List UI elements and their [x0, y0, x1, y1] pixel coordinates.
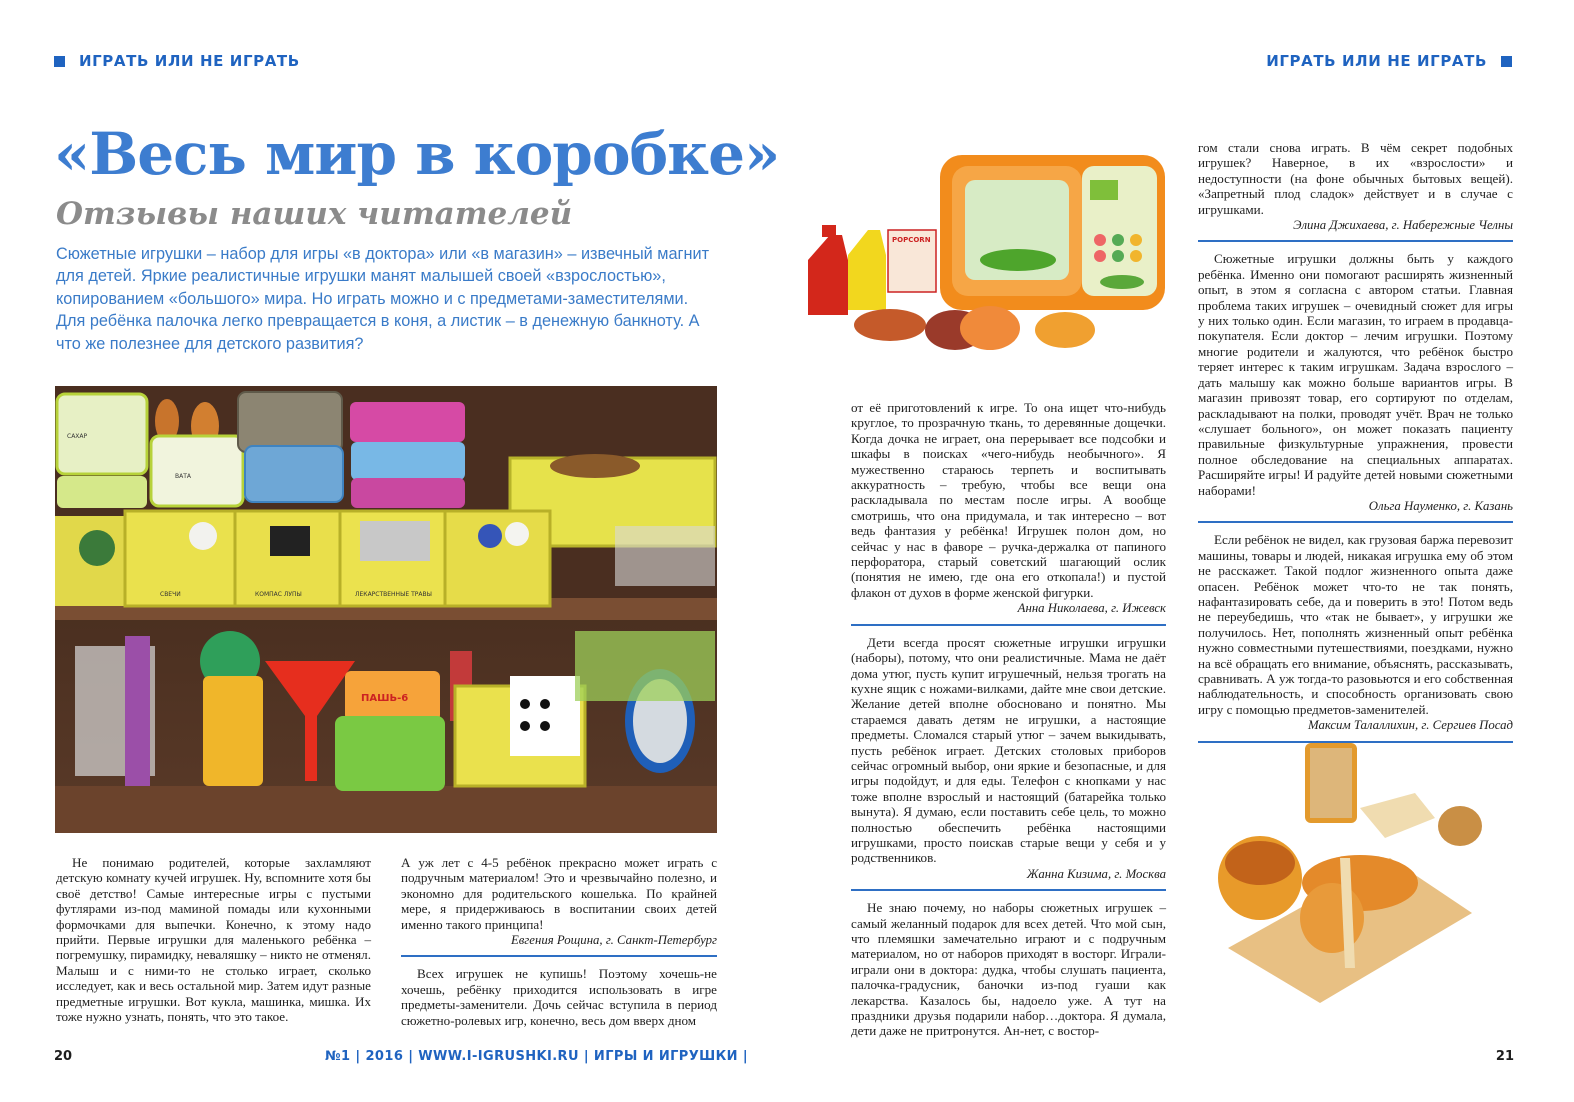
square-bullet-icon	[1501, 56, 1512, 67]
section-title: ИГРАТЬ ИЛИ НЕ ИГРАТЬ	[79, 52, 300, 70]
article-subtitle: Отзывы наших читателей	[56, 196, 573, 232]
paragraph: Если ребёнок не видел, как грузовая баржа перевозит машины, товары и людей, никакая игрушка ему об этом не расскажет. Такой подлог жизненного опыта даже опасен. Ребёнок может что-то не так понять, нафантазировать себе, да и поверить в это! Потом ведь не переубедишь, что «так не бывает», у игрушки же получилось. Нет, пополнять жизненный опыт ребёнка нужно совместными путешествиями, поездками, нужно на всё обращать его внимание, объяснять, рассказывать, сравнивать. А уж тогда-то разовьются и его собственная наблюдательность, и способность организовать свою игру с помощью предметов-заменителей.	[1198, 532, 1514, 717]
author-signature: Анна Николаева, г. Ижевск	[1017, 601, 1166, 616]
label-popcorn: POPCORN	[892, 236, 931, 244]
author-signature: Элина Джихаева, г. Набережные Челны	[1293, 218, 1513, 233]
paragraph: от её приготовлений к игре. То она ищет что-нибудь круглое, то прозрачную ткань, то деревянные дощечки. Когда дочка не играет, она перерывает все подсобки и шкафы в поисках «чего-нибудь необычного». Я мужественно стараюсь терпеть и воспитывать аккуратность – требую, чтобы все вещи она раскладывала по местам после игры. А вообще смотришь, что она придумала, и так интересно – вот ведь фантазия у ребёнка! Игрушек полон дом, но сейчас у нас в фаворе – ручка-держалка от папиного перфоратора, старый советский шагающий ослик (понятия не имею, где она его откопала!) и пустой флакон от духов в форме женской фигурки.	[851, 400, 1166, 600]
divider	[1198, 741, 1513, 743]
text-column-2	[401, 855, 717, 1028]
label-box: ПАШЬ-6	[361, 693, 409, 704]
section-header-right	[1266, 52, 1512, 70]
label-candles: СВЕЧИ	[160, 591, 181, 598]
shelf-photo	[55, 386, 717, 833]
paragraph: Всех игрушек не купишь! Поэтому хочешь-не хочешь, ребёнку приходится использовать в игре предметы-заменители. Дочь сейчас вступила в период сюжетно-ролевых игр, конечно, весь дом вверх дном	[401, 966, 717, 1028]
wooden-food-toy-photo	[1210, 738, 1500, 1018]
paragraph: Сюжетные игрушки должны быть у каждого ребёнка. Именно они помогают расширять жизненный опыт, в этом я согласна с автором статьи. Главная проблема таких игрушек – очевидный сюжет для игры у них только один. Если магазин, то играем в продавца-покупателя. Если доктор – лечим игрушки. Поэтому многие родители и жалуются, что ребёнок быстро теряет интерес к таким игрушкам. Задача взрослого – дать малышу как можно больше вариантов игры. В магазин привозят товар, его сортируют по отделам, раскладывают на полки, проводят учёт. Врач не только «слушает больного», он может показать пациенту правильные физкультурные упражнения, провести полное обследование на специальных аппаратах. Расширяйте игры! И радуйте детей новыми сюжетными наборами!	[1198, 251, 1513, 498]
issue-footer: №1 | 2016 | WWW.I-IGRUSHKI.RU | ИГРЫ И ИГРУШКИ |	[325, 1049, 748, 1064]
divider	[1198, 240, 1513, 242]
label-compass: КОМПАС ЛУПЫ	[255, 591, 302, 598]
page-number-left: 20	[54, 1049, 73, 1064]
square-bullet-icon	[54, 56, 65, 67]
author-signature: Евгения Рощина, г. Санкт-Петербург	[510, 933, 717, 948]
author-signature: Максим Талаллихин, г. Сергиев Посад	[1308, 718, 1513, 733]
divider	[401, 955, 717, 957]
section-header-left	[54, 52, 300, 70]
author-signature: Жанна Кизима, г. Москва	[1026, 866, 1166, 881]
text-column-3	[851, 400, 1166, 1039]
article-title: «Весь мир в коробке»	[54, 120, 780, 188]
text-column-4	[1198, 140, 1513, 752]
text-column-1	[56, 855, 371, 1024]
author-signature: Ольга Науменко, г. Казань	[1368, 498, 1513, 513]
divider	[851, 624, 1166, 626]
paragraph: Не понимаю родителей, которые захламляют детскую комнату кучей игрушек. Ну, вспомните хотя бы своё детство! Самые интересные игры с пустыми футлярами из-под маминой помады или кухонными формочками для выпечки. Конечно, к этому надо прийти. Первые игрушки для маленького ребёнка – погремушку, пирамидку, неваляшку – никто не отменял. Малыш и с ними-то не столько играет, сколько исследует, как и весь остальной мир. Затем идут разные предметные игрушки. Вот кукла, машинка, мишка. Их тоже нужно узнать, понять, что это такое.	[56, 855, 371, 1025]
paragraph: А уж лет с 4-5 ребёнок прекрасно может играть с подручным материалом! Это и чрезвычайно полезно, и экономно для родительского кошелька. По крайней мере, я придерживаюсь в воспитании своих детей именно такого принципа!	[401, 855, 717, 932]
paragraph: Дети всегда просят сюжетные игрушки игрушки (наборы), потому, что они реалистичные. Мама не даёт дома утюг, пусть купит игрушечный, нельзя трогать на кухне ящик с ножами-вилками, дайте мне свои детские. Желание детей вполне обосновано и понятно. Мы стараемся давать детям не игрушки, а настоящие предметы. Сломался старый утюг – зачем выкидывать, пусть ребёнок играет. Детских столовых приборов сейчас огромный выбор, они яркие и безопасные, и для игры подойдут, и для еды. Телефон с кнопками у нас тоже вполне взрослый и настоящий (батарейка только вынута). Я думаю, если поставить себе цель, то можно полностью обеспечить ребёнка настоящими игрушками, просто поискав старые вещи у себя и у родственников.	[851, 634, 1166, 866]
paragraph: Не знаю почему, но наборы сюжетных игрушек – самый желанный подарок для всех детей. Что мой сын, что племяшки замечательно играют и с подручным материалом, но от наборов приходят в восторг. Играли-играли они в доктора: дудка, чтобы слушать пациента, палочка-градусник, баночки из-под гуаши как лекарства. Казалось бы, надоело уже. А тут на праздники друзья подарили набор…доктора. Я думала, дети даже не притронутся. Ан-нет, с востор-	[851, 900, 1166, 1039]
divider	[851, 889, 1166, 891]
label-cotton: ВАТА	[175, 473, 191, 480]
microwave-toy-photo	[800, 150, 1170, 355]
label-sugar: САХАР	[67, 433, 88, 440]
divider	[1198, 521, 1513, 523]
page-number-right: 21	[1495, 1049, 1514, 1064]
article-lead: Сюжетные игрушки – набор для игры «в доктора» или «в магазин» – извечный магнит для детей. Яркие реалистичные игрушки манят малышей своей «взрослостью», копированием «большого» мира. Но играть можно и с предметами-заместителями. Для ребёнка палочка легко превращается в коня, а листик – в денежную банкноту. А что же полезнее для детского развития?	[56, 245, 710, 353]
label-herbs: ЛЕКАРСТВЕННЫЕ ТРАВЫ	[355, 591, 432, 598]
section-title: ИГРАТЬ ИЛИ НЕ ИГРАТЬ	[1266, 52, 1487, 70]
paragraph: гом стали снова играть. В чём секрет подобных игрушек? Наверное, в их «взрослости» и недоступности (на фоне обычных бытовых вещей). «Запретный плод сладок» действует и в случае с игрушками.	[1198, 140, 1513, 217]
